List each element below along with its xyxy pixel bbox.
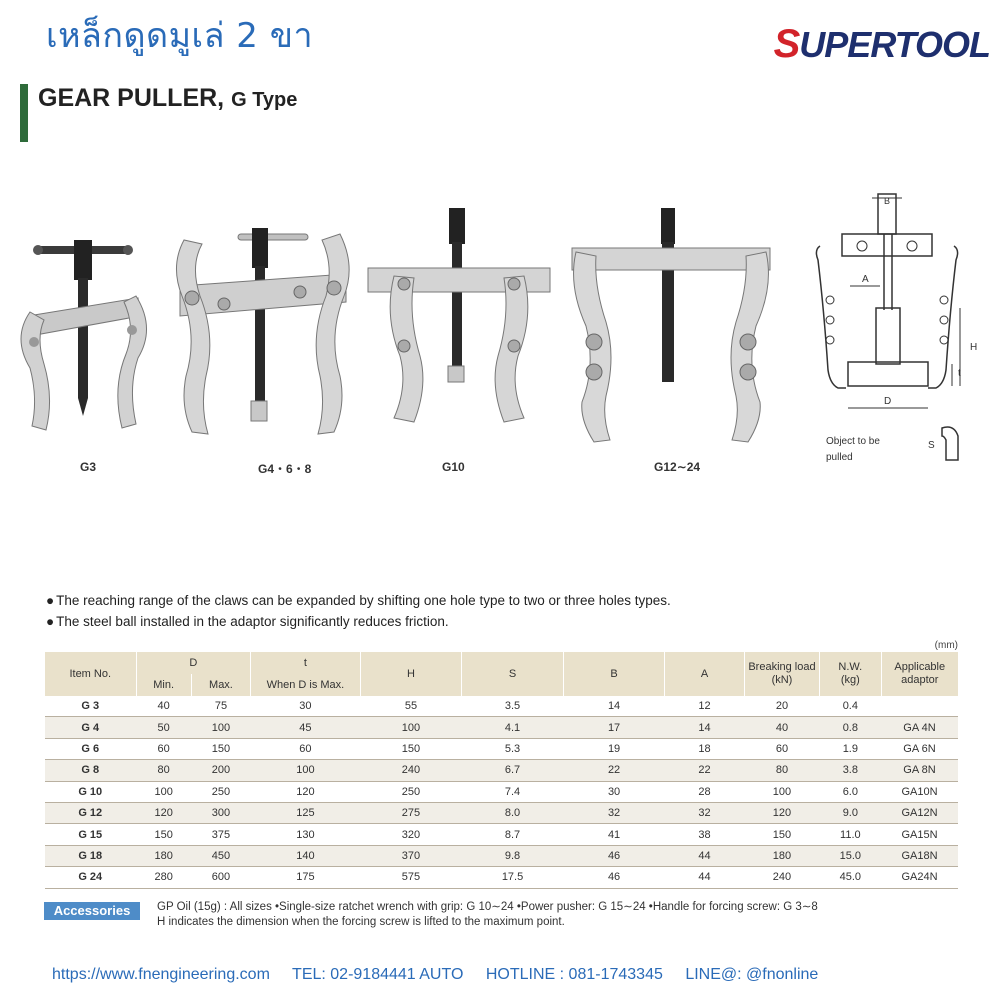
cell-nw: 15.0 <box>820 845 881 866</box>
cell-h: 150 <box>360 738 462 759</box>
cell-s: 5.3 <box>462 738 564 759</box>
cell-t: 130 <box>251 824 361 845</box>
cell-dmin: 60 <box>136 738 191 759</box>
cell-item: G 12 <box>45 802 137 823</box>
table-row <box>45 738 959 759</box>
cell-a: 22 <box>665 760 744 781</box>
cell-nw: 11.0 <box>820 824 881 845</box>
cell-dmin: 280 <box>136 867 191 888</box>
cell-b: 17 <box>563 717 665 738</box>
cell-a: 18 <box>665 738 744 759</box>
cell-h: 250 <box>360 781 462 802</box>
cell-a: 12 <box>665 696 744 717</box>
cell-dmax: 600 <box>191 867 250 888</box>
cell-item: G 4 <box>45 717 137 738</box>
col-d: D <box>136 652 251 674</box>
cell-dmax: 450 <box>191 845 250 866</box>
cell-nw: 0.4 <box>820 696 881 717</box>
col-adaptor-2: adaptor <box>901 674 939 686</box>
cell-nw: 3.8 <box>820 760 881 781</box>
col-nw-2: (kg) <box>840 674 860 686</box>
supertool-logo <box>774 22 990 67</box>
diagram-label-a: A <box>862 274 869 285</box>
cell-a: 32 <box>665 802 744 823</box>
tool-label-g10: G10 <box>442 460 465 474</box>
cell-h: 575 <box>360 867 462 888</box>
table-row <box>45 845 959 866</box>
cell-t: 45 <box>251 717 361 738</box>
cell-item: G 18 <box>45 845 137 866</box>
gear-puller-g12-24-image <box>566 206 776 446</box>
cell-dmin: 80 <box>136 760 191 781</box>
diagram-note-line1: Object to be <box>826 436 880 447</box>
cell-a: 38 <box>665 824 744 845</box>
cell-t: 60 <box>251 738 361 759</box>
cell-load: 150 <box>744 824 819 845</box>
cell-load: 20 <box>744 696 819 717</box>
cell-dmax: 250 <box>191 781 250 802</box>
cell-h: 275 <box>360 802 462 823</box>
table-row <box>45 696 959 717</box>
cell-item: G 15 <box>45 824 137 845</box>
cell-adaptor: GA 4N <box>881 717 958 738</box>
thai-title: เหล็กดูดมูเล่ 2 ขา <box>46 16 314 56</box>
col-breaking-load <box>744 652 819 696</box>
contact-footer <box>52 966 836 984</box>
diagram-label-h: H <box>970 342 978 353</box>
table-row <box>45 802 959 823</box>
cell-b: 46 <box>563 867 665 888</box>
col-nw <box>820 652 881 696</box>
cell-a: 14 <box>665 717 744 738</box>
cell-t: 140 <box>251 845 361 866</box>
cell-dmin: 50 <box>136 717 191 738</box>
col-breaking-load-2: (kN) <box>771 674 793 686</box>
diagram-note-line2: pulled <box>826 452 853 463</box>
feature-bullets <box>46 590 671 632</box>
cell-dmin: 100 <box>136 781 191 802</box>
cell-b: 14 <box>563 696 665 717</box>
cell-dmax: 300 <box>191 802 250 823</box>
cell-s: 8.7 <box>462 824 564 845</box>
cell-adaptor: GA 8N <box>881 760 958 781</box>
cell-b: 22 <box>563 760 665 781</box>
cell-dmax: 375 <box>191 824 250 845</box>
cell-load: 80 <box>744 760 819 781</box>
cell-load: 240 <box>744 867 819 888</box>
cell-h: 320 <box>360 824 462 845</box>
col-breaking-load-1: Breaking load <box>748 661 816 673</box>
accessories-text <box>157 900 818 930</box>
cell-s: 8.0 <box>462 802 564 823</box>
cell-dmin: 150 <box>136 824 191 845</box>
cell-dmin: 120 <box>136 802 191 823</box>
table-row <box>45 717 959 738</box>
col-d-max: Max. <box>191 674 250 696</box>
footer-url[interactable]: https://www.fnengineering.com <box>52 966 270 983</box>
cell-b: 46 <box>563 845 665 866</box>
cell-dmin: 40 <box>136 696 191 717</box>
cell-h: 100 <box>360 717 462 738</box>
cell-adaptor: GA15N <box>881 824 958 845</box>
cell-b: 32 <box>563 802 665 823</box>
cell-t: 175 <box>251 867 361 888</box>
col-h: H <box>360 652 462 696</box>
cell-s: 7.4 <box>462 781 564 802</box>
cell-t: 100 <box>251 760 361 781</box>
col-nw-1: N.W. <box>838 661 863 673</box>
brand-s: S <box>773 22 800 66</box>
dimension-diagram <box>810 190 990 470</box>
table-row <box>45 824 959 845</box>
cell-nw: 1.9 <box>820 738 881 759</box>
tool-label-g4-6-8: G4・6・8 <box>258 462 312 476</box>
heading-accent-bar <box>20 84 28 142</box>
diagram-label-d: D <box>884 396 892 407</box>
feature-bullet-2: ● The steel ball installed in the adaptor significantly reduces friction. <box>46 611 671 632</box>
footer-tel: TEL: 02-9184441 AUTO <box>292 966 464 983</box>
cell-a: 28 <box>665 781 744 802</box>
unit-label: (mm) <box>934 640 958 651</box>
accessories-line-2: H indicates the dimension when the forcing screw is lifted to the maximum point. <box>157 916 565 928</box>
col-t-sub: When D is Max. <box>251 674 361 696</box>
accessories-badge: Accessories <box>44 902 140 920</box>
cell-s: 9.8 <box>462 845 564 866</box>
footer-hotline: HOTLINE : 081-1743345 <box>485 966 663 983</box>
cell-adaptor: GA12N <box>881 802 958 823</box>
cell-adaptor: GA10N <box>881 781 958 802</box>
cell-adaptor: GA24N <box>881 867 958 888</box>
brand-rest: UPERTOOL <box>799 23 990 65</box>
diagram-label-t: t <box>958 368 961 379</box>
col-t: t <box>251 652 361 674</box>
cell-nw: 0.8 <box>820 717 881 738</box>
tool-label-g3: G3 <box>80 460 97 474</box>
cell-dmax: 200 <box>191 760 250 781</box>
col-item: Item No. <box>45 652 137 696</box>
cell-t: 30 <box>251 696 361 717</box>
cell-dmin: 180 <box>136 845 191 866</box>
table-row <box>45 781 959 802</box>
gear-puller-g3-image <box>8 238 158 438</box>
cell-b: 19 <box>563 738 665 759</box>
cell-dmax: 150 <box>191 738 250 759</box>
col-a: A <box>665 652 744 696</box>
col-d-min: Min. <box>136 674 191 696</box>
cell-s: 17.5 <box>462 867 564 888</box>
gear-puller-g10-image <box>364 206 554 446</box>
cell-a: 44 <box>665 867 744 888</box>
cell-load: 100 <box>744 781 819 802</box>
cell-b: 30 <box>563 781 665 802</box>
cell-item: G 10 <box>45 781 137 802</box>
cell-h: 370 <box>360 845 462 866</box>
heading-sub: G Type <box>231 89 298 111</box>
cell-nw: 45.0 <box>820 867 881 888</box>
col-adaptor-1: Applicable <box>894 661 946 673</box>
cell-s: 3.5 <box>462 696 564 717</box>
cell-t: 120 <box>251 781 361 802</box>
table-row <box>45 867 959 888</box>
cell-h: 55 <box>360 696 462 717</box>
table-row <box>45 760 959 781</box>
tool-label-g12-24: G12∼24 <box>654 460 701 474</box>
gear-puller-g4-6-8-image <box>168 226 358 446</box>
cell-load: 40 <box>744 717 819 738</box>
cell-nw: 9.0 <box>820 802 881 823</box>
cell-h: 240 <box>360 760 462 781</box>
page-heading <box>38 84 297 113</box>
cell-load: 60 <box>744 738 819 759</box>
cell-dmax: 75 <box>191 696 250 717</box>
cell-item: G 8 <box>45 760 137 781</box>
diagram-label-s: S <box>928 440 935 451</box>
heading-main: GEAR PULLER, <box>38 84 225 112</box>
feature-bullet-1: ● The reaching range of the claws can be expanded by shifting one hole type to two or three holes types. <box>46 590 671 611</box>
cell-b: 41 <box>563 824 665 845</box>
col-adaptor <box>881 652 958 696</box>
cell-dmax: 100 <box>191 717 250 738</box>
cell-item: G 3 <box>45 696 137 717</box>
cell-s: 4.1 <box>462 717 564 738</box>
cell-t: 125 <box>251 802 361 823</box>
col-s: S <box>462 652 564 696</box>
cell-load: 120 <box>744 802 819 823</box>
cell-s: 6.7 <box>462 760 564 781</box>
diagram-label-b: B <box>884 196 891 206</box>
cell-adaptor: GA 6N <box>881 738 958 759</box>
footer-line: LINE@: @fnonline <box>685 966 819 983</box>
cell-a: 44 <box>665 845 744 866</box>
spec-table <box>44 652 958 889</box>
cell-item: G 6 <box>45 738 137 759</box>
cell-nw: 6.0 <box>820 781 881 802</box>
col-b: B <box>563 652 665 696</box>
cell-load: 180 <box>744 845 819 866</box>
cell-item: G 24 <box>45 867 137 888</box>
cell-adaptor: GA18N <box>881 845 958 866</box>
cell-adaptor <box>881 696 958 717</box>
accessories-line-1: GP Oil (15g) : All sizes •Single-size ratchet wrench with grip: G 10∼24 •Power pusher: G 15∼24 •Handle for forcing screw: G 3∼8 <box>157 901 818 913</box>
